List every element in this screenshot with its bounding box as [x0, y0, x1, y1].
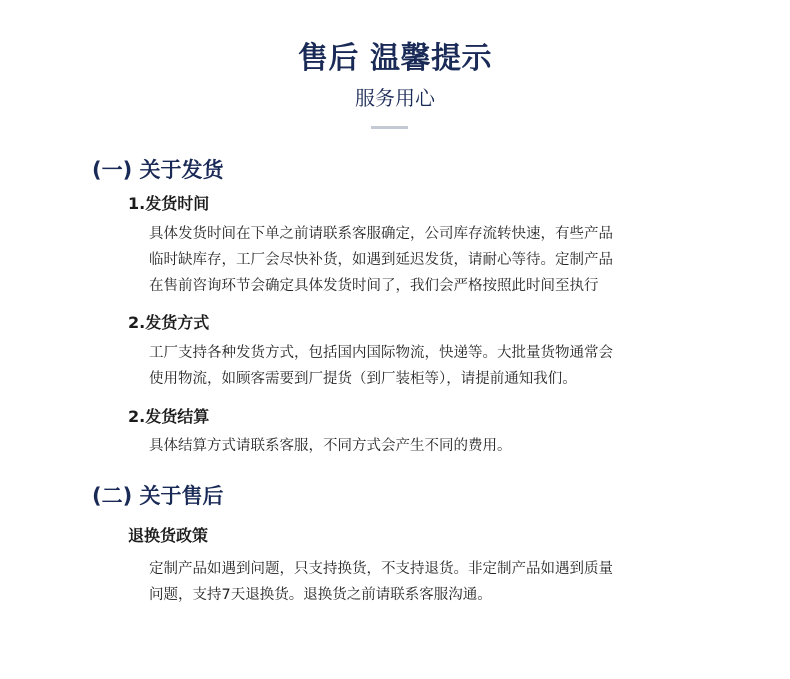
sub-heading-shipping-settlement: 2.发货结算	[128, 407, 210, 426]
page-subtitle: 服务用心	[355, 86, 435, 110]
paragraph-line: 在售前咨询环节会确定具体发货时间了，我们会严格按照此时间至执行	[149, 278, 599, 294]
sub-heading-shipping-method: 2.发货方式	[128, 313, 210, 332]
section-heading-after-sales: (二) 关于售后	[92, 484, 224, 508]
paragraph-shipping-method	[149, 340, 709, 392]
page-title: 售后 温馨提示	[298, 41, 492, 76]
paragraph-line: 具体发货时间在下单之前请联系客服确定，公司库存流转快速，有些产品	[149, 226, 613, 242]
paragraph-line: 使用物流，如顾客需要到厂提货（到厂装柜等），请提前通知我们。	[149, 371, 577, 387]
paragraph-shipping-settlement	[149, 433, 709, 459]
paragraph-shipping-time	[149, 221, 709, 299]
paragraph-return-policy	[149, 556, 709, 608]
paragraph-line: 问题，支持7天退换货。退换货之前请联系客服沟通。	[149, 587, 492, 603]
paragraph-line: 临时缺库存，工厂会尽快补货，如遇到延迟发货，请耐心等待。定制产品	[149, 252, 613, 268]
section-heading-shipping: (一) 关于发货	[92, 158, 224, 182]
sub-heading-return-policy: 退换货政策	[128, 526, 209, 545]
title-divider	[371, 126, 408, 129]
sub-heading-shipping-time: 1.发货时间	[128, 194, 210, 213]
paragraph-line: 工厂支持各种发货方式，包括国内国际物流，快递等。大批量货物通常会	[149, 345, 613, 361]
paragraph-line: 定制产品如遇到问题，只支持换货，不支持退货。非定制产品如遇到质量	[149, 561, 613, 577]
paragraph-line: 具体结算方式请联系客服，不同方式会产生不同的费用。	[149, 438, 512, 454]
